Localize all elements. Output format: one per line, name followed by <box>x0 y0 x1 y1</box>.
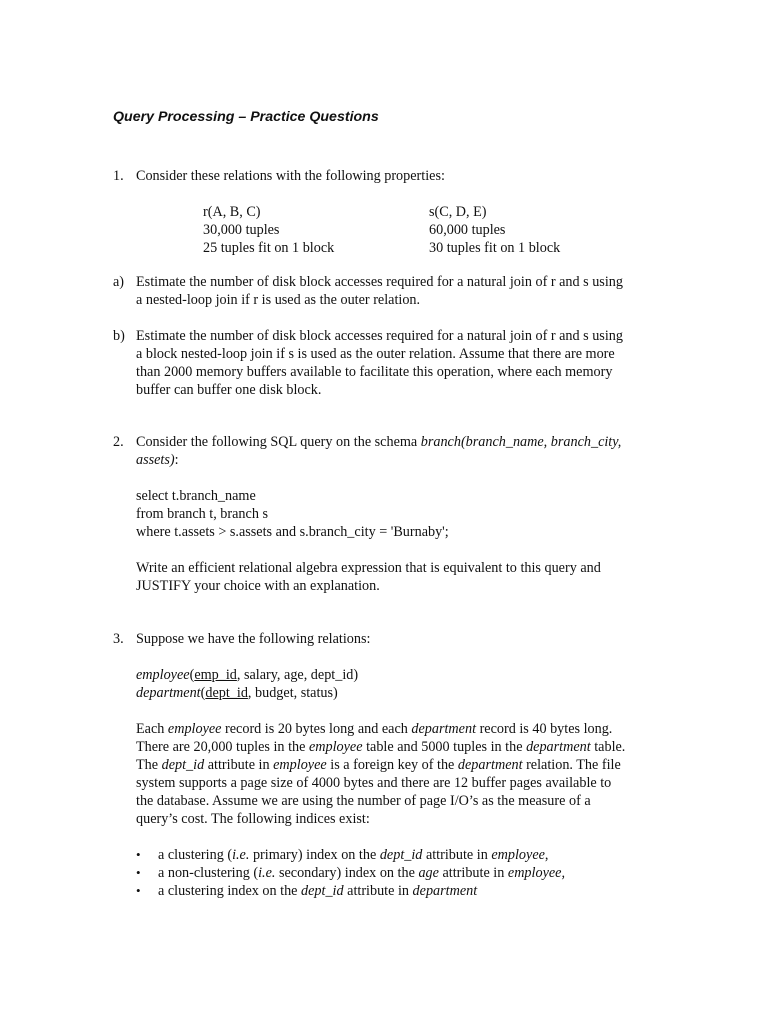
q2-task-line: Write an efficient relational algebra expression that is equivalent to this query and <box>136 560 601 576</box>
question-1-number: 1. <box>113 168 124 184</box>
schema-text: ( <box>189 667 195 683</box>
department-schema <box>136 684 358 702</box>
q3-para-line: The dept_id attribute in employee is a foreign key of the department relation. The file <box>136 757 621 773</box>
q3-para-line: query’s cost. The following indices exist: <box>136 811 370 827</box>
q2-intro-text: : <box>174 452 179 468</box>
q3-para-line: system supports a page size of 4000 bytes and there are 12 buffer pages available to <box>136 775 612 791</box>
part-b-label: b) <box>113 328 125 344</box>
relation-r-tuples: 30,000 tuples <box>203 222 280 238</box>
relation-name: department <box>136 685 201 701</box>
page-title: Query Processing – Practice Questions <box>113 109 379 125</box>
question-3-number: 3. <box>113 631 124 647</box>
bullet-icon: • <box>136 847 141 862</box>
part-b-line: Estimate the number of disk block accesses required for a natural join of r and s using <box>136 328 623 344</box>
q3-para-line: There are 20,000 tuples in the employee table and 5000 tuples in the department table. <box>136 739 626 755</box>
schema-text: , salary, age, dept_id) <box>236 667 359 683</box>
question-1-intro: Consider these relations with the following properties: <box>136 168 445 184</box>
part-b-text <box>136 327 623 399</box>
q3-para-line: Each employee record is 20 bytes long and each department record is 40 bytes long. <box>136 721 613 737</box>
schema-text: , budget, status) <box>247 685 338 701</box>
relation-s-block <box>429 203 560 257</box>
q2-intro-text: Consider the following SQL query on the schema <box>136 434 421 450</box>
part-a-text <box>136 273 623 309</box>
primary-key: emp_id <box>194 667 237 683</box>
q2-task-line: JUSTIFY your choice with an explanation. <box>136 578 380 594</box>
question-2-number: 2. <box>113 434 124 450</box>
relation-name: employee <box>136 667 190 683</box>
index-item: a clustering index on the dept_id attribute in department <box>158 883 478 899</box>
part-b-line: buffer can buffer one disk block. <box>136 382 322 398</box>
sql-line: where t.assets > s.assets and s.branch_city = 'Burnaby'; <box>136 524 449 540</box>
index-item: a non-clustering (i.e. secondary) index on the age attribute in employee, <box>158 865 566 881</box>
sql-line: select t.branch_name <box>136 488 256 504</box>
relation-schemas <box>136 666 358 702</box>
question-3-paragraph <box>136 720 625 828</box>
q2-schema: assets) <box>136 452 175 468</box>
part-b-line: than 2000 memory buffers available to facilitate this operation, where each memory <box>136 364 613 380</box>
question-2-task <box>136 559 601 595</box>
relation-r-fit: 25 tuples fit on 1 block <box>203 240 335 256</box>
question-3-intro: Suppose we have the following relations: <box>136 631 371 647</box>
relation-r-block <box>203 203 334 257</box>
relation-r-name: r(A, B, C) <box>203 204 261 220</box>
sql-line: from branch t, branch s <box>136 506 268 522</box>
relation-s-tuples: 60,000 tuples <box>429 222 506 238</box>
bullet-icon: • <box>136 865 141 880</box>
q2-schema: branch(branch_name, branch_city, <box>420 434 622 450</box>
part-b-line: a block nested-loop join if s is used as the outer relation. Assume that there are more <box>136 346 615 362</box>
relation-s-fit: 30 tuples fit on 1 block <box>429 240 561 256</box>
primary-key: dept_id <box>205 685 248 701</box>
employee-schema <box>136 666 358 684</box>
part-a-line: Estimate the number of disk block accesses required for a natural join of r and s using <box>136 274 623 290</box>
part-a-line: a nested-loop join if r is used as the outer relation. <box>136 292 421 308</box>
index-item: a clustering (i.e. primary) index on the dept_id attribute in employee, <box>158 847 549 863</box>
part-a-label: a) <box>113 274 125 290</box>
schema-text: ( <box>200 685 206 701</box>
question-2-intro <box>136 433 621 469</box>
q3-para-line: the database. Assume we are using the number of page I/O’s as the measure of a <box>136 793 591 809</box>
sql-query <box>136 487 449 541</box>
bullet-icon: • <box>136 883 141 898</box>
relation-s-name: s(C, D, E) <box>429 204 487 220</box>
